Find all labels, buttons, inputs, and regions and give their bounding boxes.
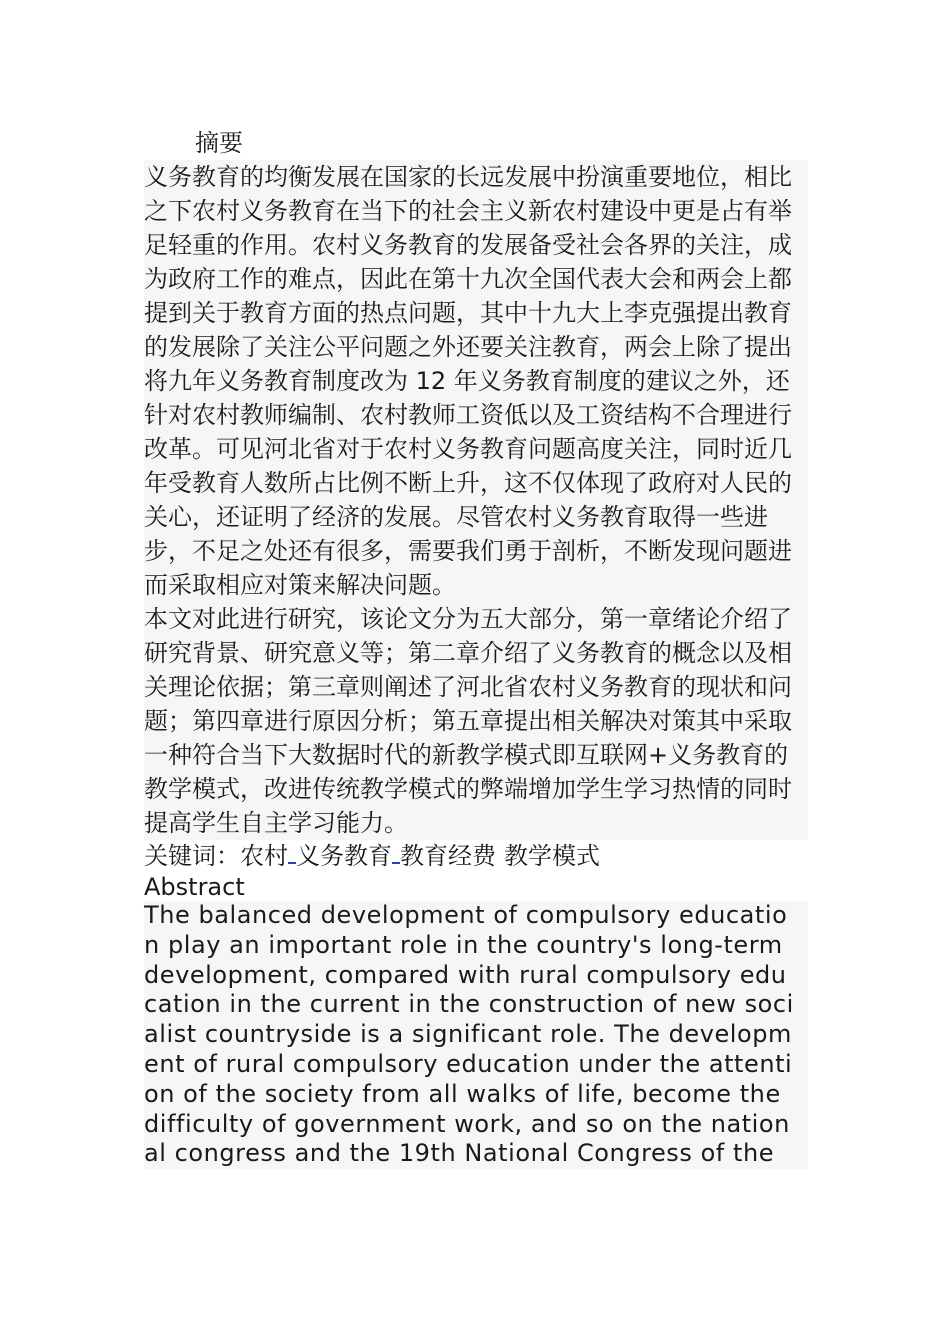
abstract-paragraph-2: 本文对此进行研究，该论文分为五大部分，第一章绪论介绍了研究背景、研究意义等；第二章介绍了义务教育的概念以及相关理论依据；第三章则阐述了河北省农村义务教育的现状和问题；第四章进行原因分析；第五章提出相关解决对策其中采取一种符合当下大数据时代的新教学模式即互联网+义务教育的教学模式，改进传统教学模式的弊端增加学生学习热情的同时提高学生自主学习能力。	[144, 602, 808, 840]
abstract-en-line: difficulty of government work, and so on the nation	[144, 1110, 808, 1140]
abstract-en-line: on of the society from all walks of life, become the	[144, 1080, 808, 1110]
keywords-label: 关键词：	[144, 842, 240, 870]
abstract-body-en	[144, 901, 808, 1169]
abstract-heading-en: Abstract	[144, 873, 245, 901]
document-content	[144, 126, 808, 1169]
abstract-paragraph-1: 义务教育的均衡发展在国家的长远发展中扮演重要地位，相比之下农村义务教育在当下的社会主义新农村建设中更是占有举足轻重的作用。农村义务教育的发展备受社会各界的关注，成为政府工作的难点，因此在第十九次全国代表大会和两会上都提到关于教育方面的热点问题，其中十九大上李克强提出教育的发展除了关注公平问题之外还要关注教育，两会上除了提出将九年义务教育制度改为 12 年义务教育制度的建议之外，还针对农村教师编制、农村教师工资低以及工资结构不合理进行改革。可见河北省对于农村义务教育问题高度关注，同时近几年受教育人数所占比例不断上升，这不仅体现了政府对人民的关心，还证明了经济的发展。尽管农村义务教育取得一些进步，不足之处还有很多，需要我们勇于剖析，不断发现问题进而采取相应对策来解决问题。	[144, 160, 808, 602]
abstract-en-line: The balanced development of compulsory educatio	[144, 901, 808, 931]
abstract-en-line: alist countryside is a significant role. The developm	[144, 1020, 808, 1050]
keywords-line	[144, 840, 808, 873]
abstract-en-line: al congress and the 19th National Congress of the	[144, 1139, 808, 1169]
keyword-item: 教学模式	[504, 842, 600, 870]
abstract-en-line: development, compared with rural compulsory edu	[144, 961, 808, 991]
keyword-item: 农村	[240, 842, 288, 870]
abstract-heading-cn: 摘要	[195, 129, 243, 157]
abstract-en-line: ent of rural compulsory education under the attenti	[144, 1050, 808, 1080]
keyword-item: 教育经费	[400, 842, 496, 870]
keyword-separator	[392, 840, 400, 864]
abstract-en-line: n play an important role in the country's long-term	[144, 931, 808, 961]
abstract-en-line: cation in the current in the construction of new soci	[144, 990, 808, 1020]
keyword-item: 义务教育	[296, 842, 392, 870]
keyword-separator	[288, 840, 296, 864]
